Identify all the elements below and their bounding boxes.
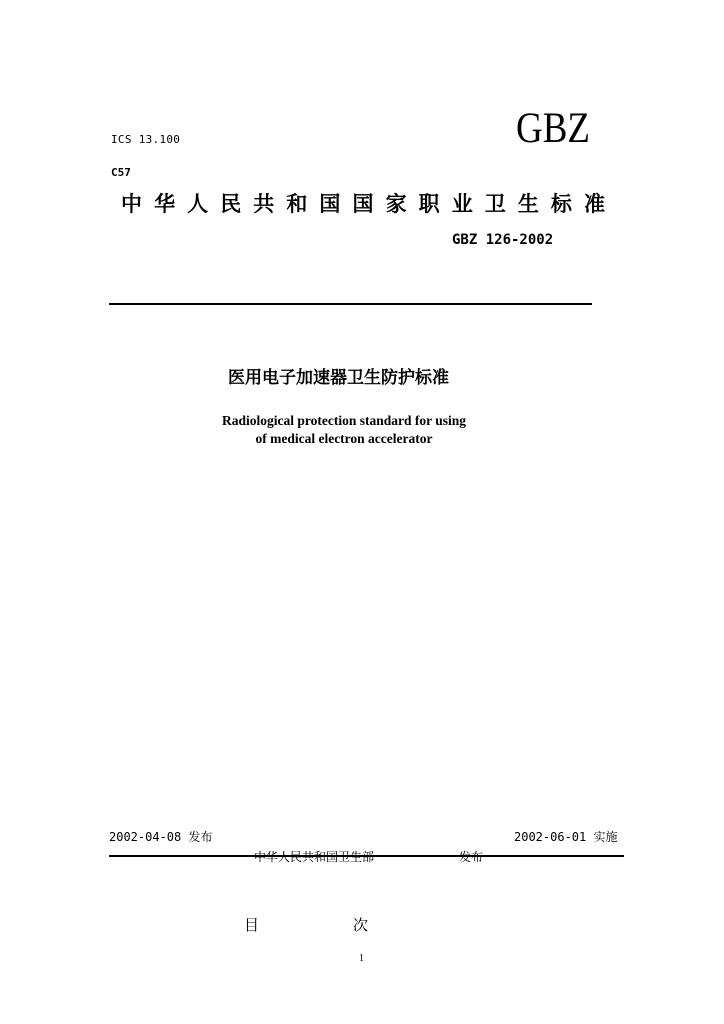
- issued-label: 发布: [459, 850, 484, 864]
- top-divider: [109, 303, 592, 305]
- document-title-en-line2: of medical electron accelerator: [255, 431, 433, 446]
- standard-title: 中 华 人 民 共 和 国 国 家 职 业 卫 生 标 准: [121, 192, 605, 216]
- toc-heading-char2: 次: [353, 916, 369, 934]
- effective-date: 2002-06-01 实施: [514, 830, 618, 844]
- publish-date: 2002-04-08 发布: [109, 830, 213, 844]
- standard-number: GBZ 126-2002: [452, 232, 554, 248]
- toc-heading-char1: 目: [244, 916, 260, 934]
- page-number: 1: [359, 953, 364, 964]
- gbz-mark: GBZ: [516, 105, 590, 152]
- ics-code: ICS 13.100: [111, 133, 181, 146]
- classification-code: C57: [111, 166, 131, 179]
- document-title-en-line1: Radiological protection standard for using: [221, 413, 467, 428]
- issuer: 中华人民共和国卫生部: [254, 850, 375, 864]
- document-title-en: [200, 412, 488, 448]
- document-title-cn: 医用电子加速器卫生防护标准: [228, 368, 449, 388]
